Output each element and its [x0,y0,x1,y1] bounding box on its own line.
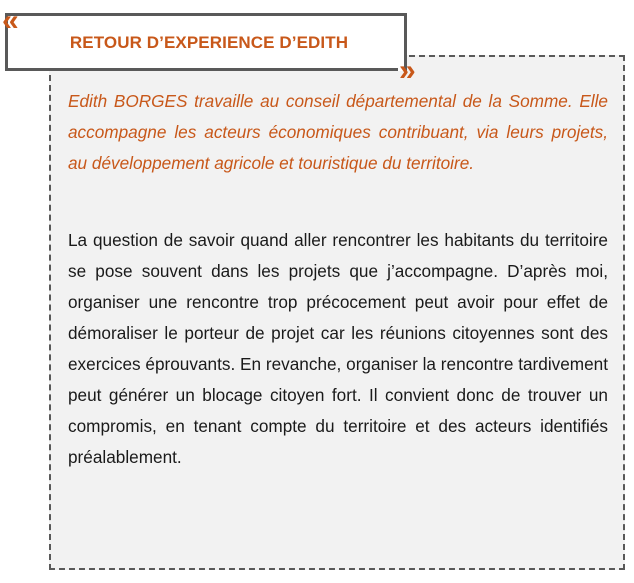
opening-quote-mark: « [2,4,19,37]
testimonial-header-box [5,13,407,71]
testimonial-title: RETOUR D’EXPERIENCE D’EDITH [69,33,349,52]
testimonial-body: La question de savoir quand aller rencontrer les habitants du territoire se pose souvent dans les projets que j’accompagne. D’après moi, organiser une rencontre trop précocement peut avoir pour effet de démoraliser le porteur de projet car les réunions citoyennes sont des exercices éprouvants. En revanche, organiser la rencontre tardivement peut générer un blocage citoyen fort. Il convient donc de trouver un compromis, en tenant compte du territoire et des acteurs identifiés préalablement. [68,230,608,467]
testimonial-intro: Edith BORGES travaille au conseil départemental de la Somme. Elle accompagne les acteurs économiques contribuant, via leurs projets, au développement agricole et touristique du territoire. [68,91,608,173]
closing-quote-mark: » [399,54,416,87]
